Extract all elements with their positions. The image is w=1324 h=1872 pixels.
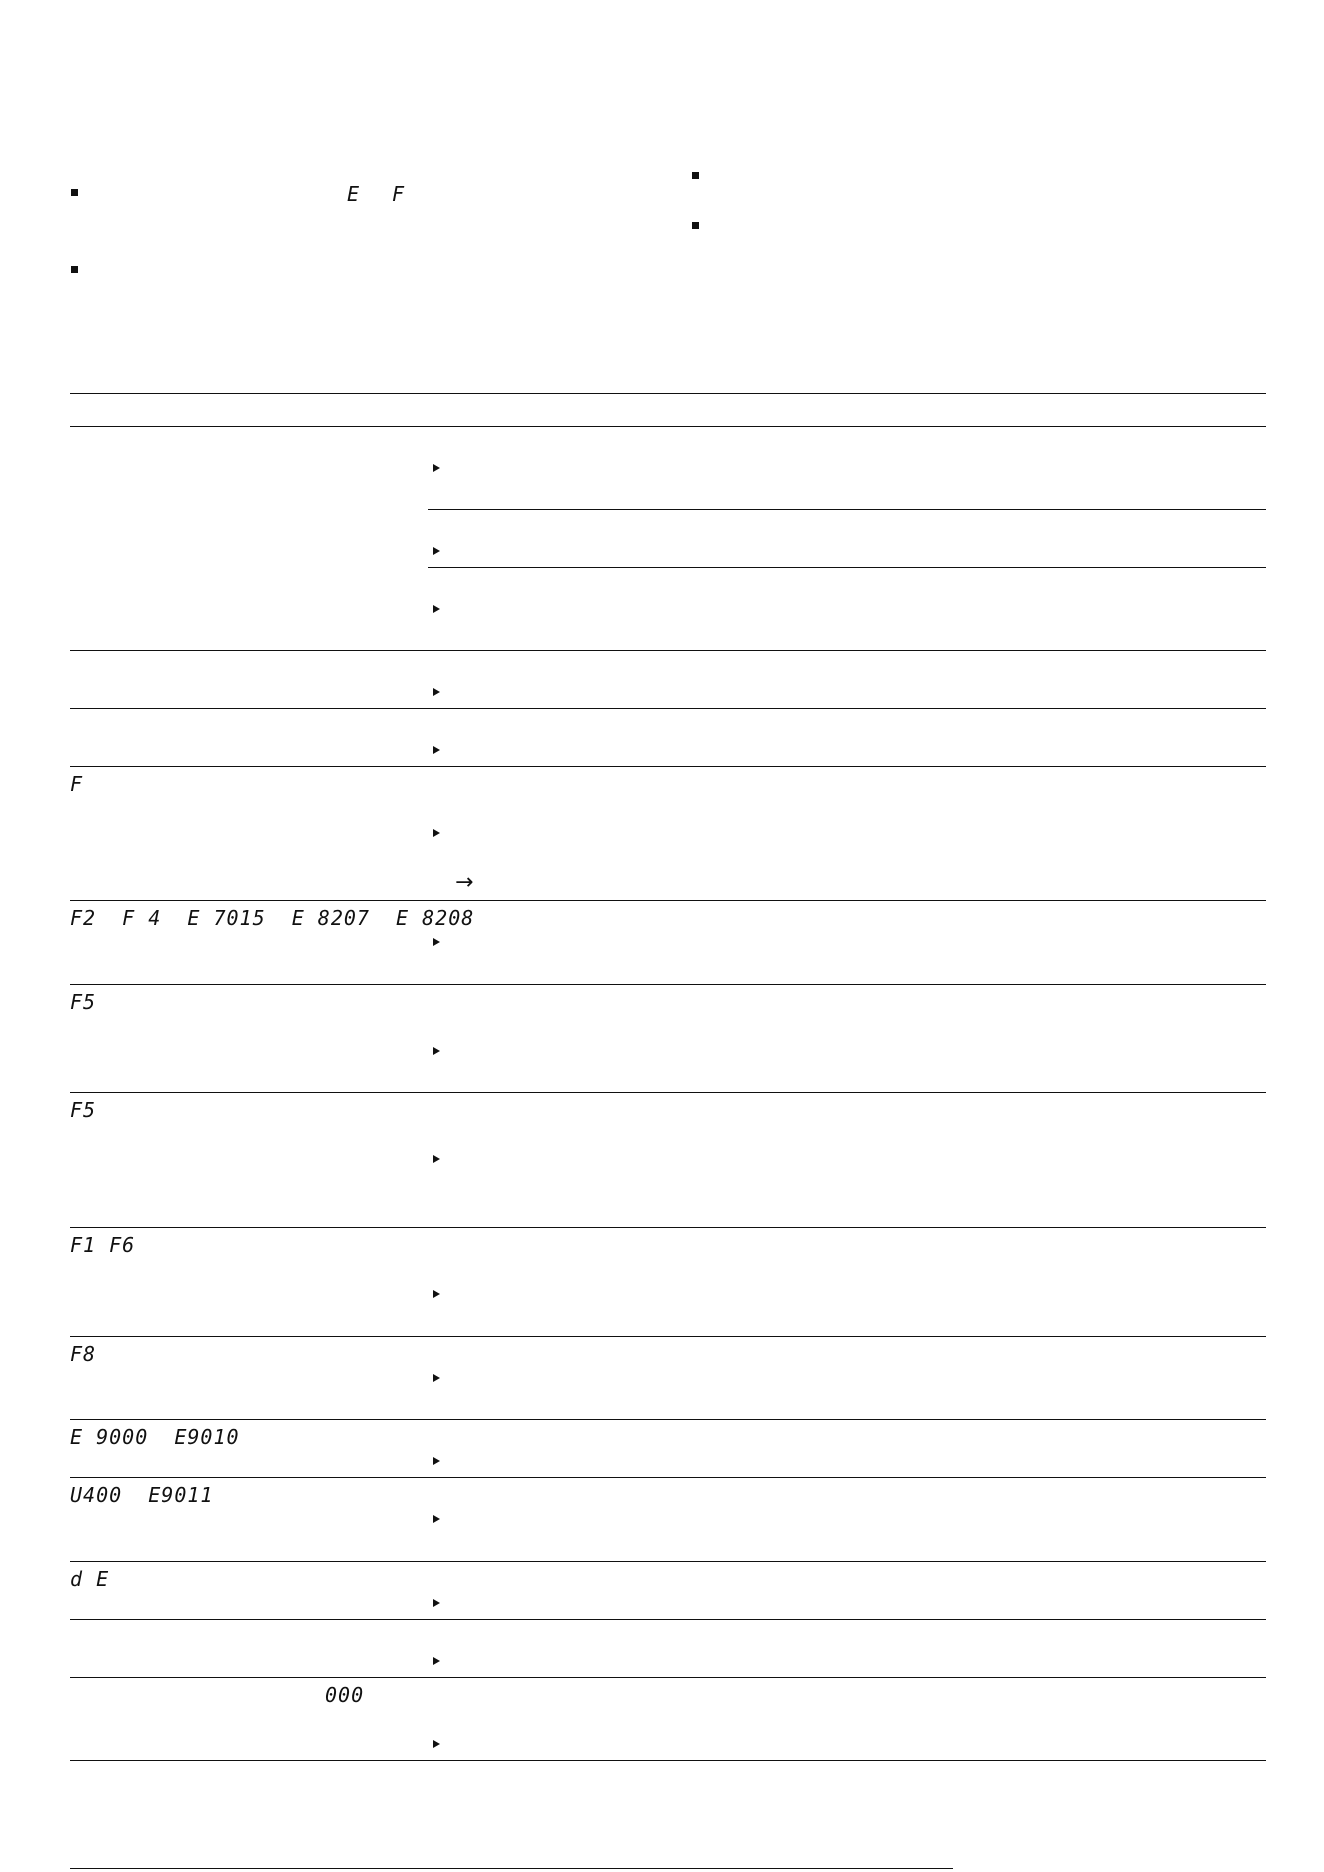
error-code-e: E [347, 182, 361, 206]
table-row-divider [70, 1092, 1266, 1093]
error-code-cell: F [70, 772, 84, 796]
table-row-divider [70, 1477, 1266, 1478]
table-row-divider [70, 708, 1266, 709]
step-arrow-icon [433, 938, 440, 946]
table-row-divider [70, 1619, 1266, 1620]
bullet-marker [692, 172, 699, 179]
error-code-cell: E 9000 E9010 [70, 1425, 240, 1449]
error-code-f: F [392, 182, 406, 206]
table-top-rule [70, 393, 1266, 394]
step-arrow-icon [433, 605, 440, 613]
table-row-divider [70, 1677, 1266, 1678]
error-code-cell: U400 E9011 [70, 1483, 214, 1507]
step-arrow-icon [433, 1047, 440, 1055]
step-arrow-icon [433, 746, 440, 754]
footer-rule [70, 1868, 953, 1869]
table-header-rule [70, 426, 1266, 427]
step-arrow-icon [433, 1599, 440, 1607]
table-row-divider [70, 900, 1266, 901]
error-code-cell: d E [70, 1567, 110, 1591]
error-code-cell: F2 F 4 E 7015 E 8207 E 8208 [70, 906, 475, 930]
step-arrow-icon [433, 1290, 440, 1298]
error-code-cell: F5 [70, 990, 97, 1014]
table-row-divider [70, 766, 1266, 767]
table-row-divider [70, 1561, 1266, 1562]
step-arrow-icon [433, 464, 440, 472]
error-code-cell: F1 F6 [70, 1233, 136, 1257]
step-arrow-icon [433, 1457, 440, 1465]
step-arrow-icon [433, 1374, 440, 1382]
step-arrow-icon [433, 547, 440, 555]
step-arrow-icon [433, 1515, 440, 1523]
step-arrow-icon [433, 1155, 440, 1163]
table-row-divider [70, 1336, 1266, 1337]
sub-row-divider [428, 509, 1266, 510]
step-arrow-icon [433, 1740, 440, 1748]
sub-row-divider [428, 567, 1266, 568]
table-bottom-rule [70, 1760, 1266, 1761]
right-arrow-icon: → [455, 870, 474, 895]
error-code-cell: F5 [70, 1098, 97, 1122]
bullet-marker [692, 222, 699, 229]
step-arrow-icon [433, 829, 440, 837]
error-code-cell: F8 [70, 1342, 97, 1366]
table-row-divider [70, 1227, 1266, 1228]
bullet-marker [71, 189, 78, 196]
table-row-divider [70, 984, 1266, 985]
step-arrow-icon [433, 1657, 440, 1665]
error-code-cell: 000 [325, 1683, 365, 1707]
bullet-marker [71, 266, 78, 273]
table-row-divider [70, 650, 1266, 651]
table-row-divider [70, 1419, 1266, 1420]
step-arrow-icon [433, 688, 440, 696]
